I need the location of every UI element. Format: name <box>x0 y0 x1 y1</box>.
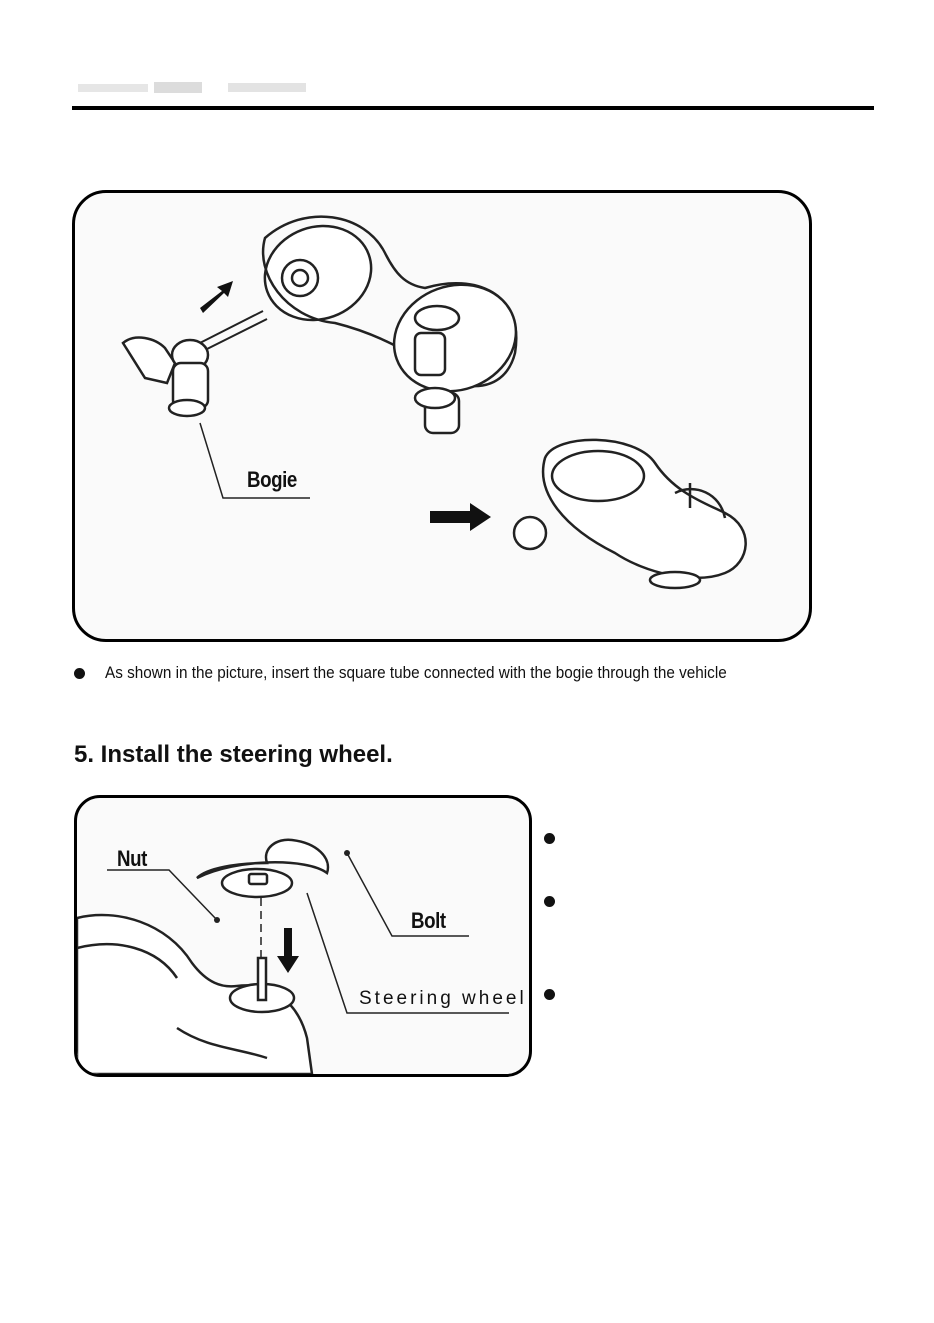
insert-arrow-icon <box>200 281 233 313</box>
bolt-leader-line <box>347 853 469 936</box>
assembled-arrow-icon <box>430 503 491 531</box>
steering-wheel-label: Steering wheel <box>359 988 527 1009</box>
bullet-icon <box>544 989 555 1000</box>
side-bullet-2 <box>544 896 575 907</box>
down-arrow-icon <box>277 928 299 973</box>
steering-wheel-drawing <box>197 840 328 897</box>
bogie-illustration <box>72 190 812 642</box>
bullet-icon <box>544 833 555 844</box>
bullet-icon <box>74 668 85 679</box>
side-bullet-1 <box>544 833 575 844</box>
section-title: 5. Install the steering wheel. <box>74 741 393 768</box>
body-drawing-upright <box>252 211 532 433</box>
bullet-icon <box>544 896 555 907</box>
steering-wheel-illustration <box>74 795 532 1077</box>
assembled-vehicle-drawing <box>514 440 746 588</box>
step4-bullet <box>74 663 796 683</box>
bogie-drawing <box>123 338 208 416</box>
bolt-label: Bolt <box>411 908 446 933</box>
header-rule <box>72 106 874 110</box>
bogie-label: Bogie <box>247 467 297 492</box>
step4-bullet-text: As shown in the picture, insert the square tube connected with the bogie through the vehicle <box>105 663 727 682</box>
vehicle-body-drawing <box>77 915 312 1074</box>
side-bullet-3 <box>544 989 575 1000</box>
header-logo-faded <box>78 78 308 98</box>
nut-label: Nut <box>117 846 147 871</box>
